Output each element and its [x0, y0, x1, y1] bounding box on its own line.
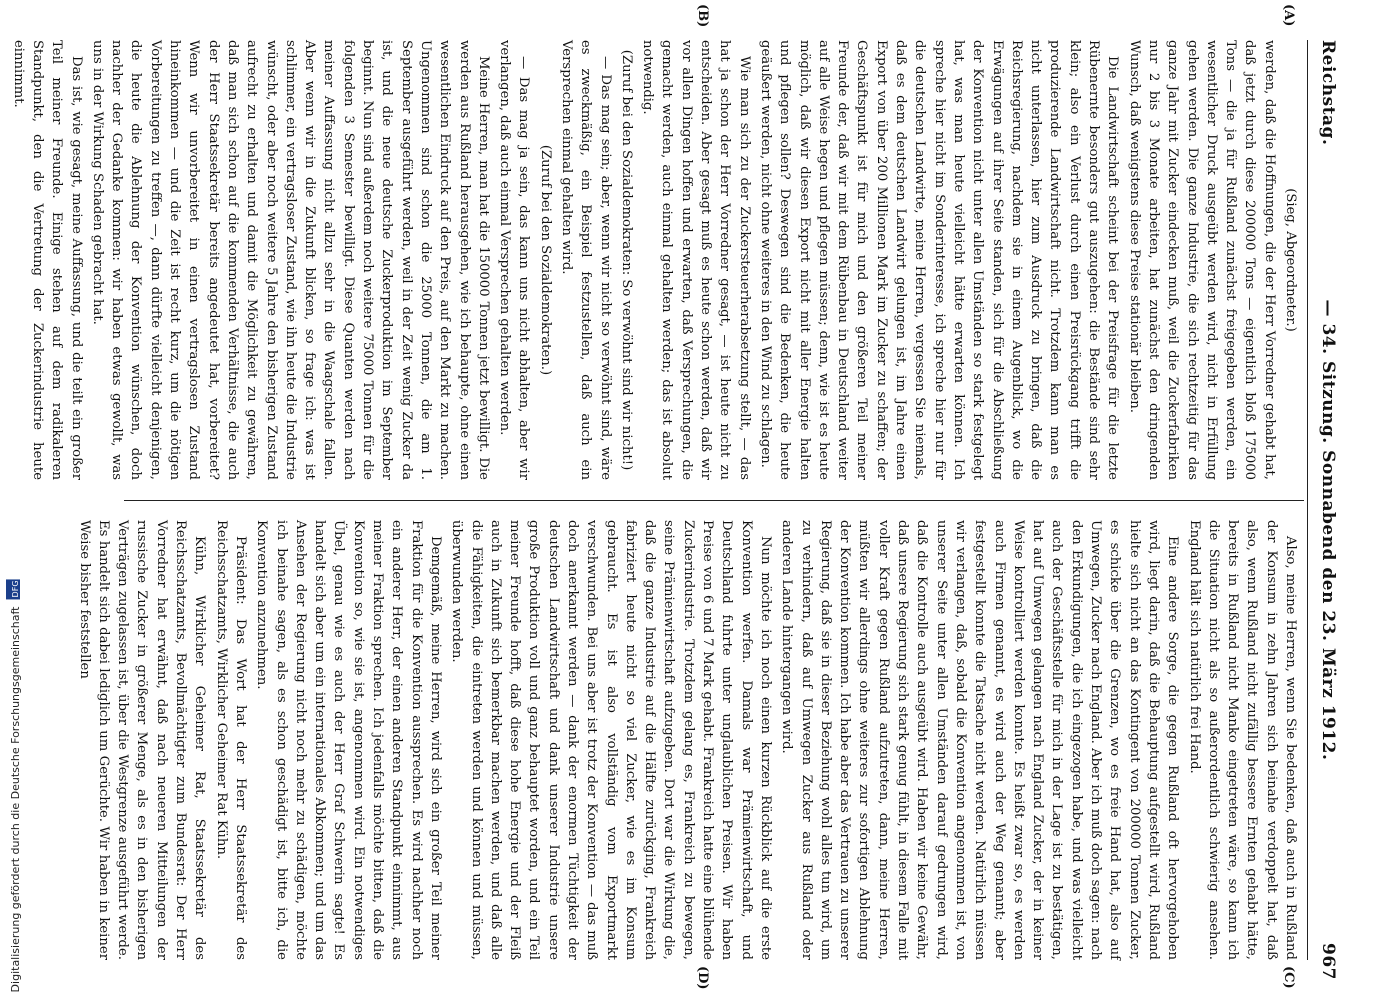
- paragraph: Also, meine Herren, wenn Sie bedenken, daß auch in Rußland der Konsum in zehn Jahren sich beinahe verdoppelt hat, daß also, wenn Rußland nicht zufällig bessere Ernten gehabt hätte, bereits in Rußland nicht Manko eingetreten wäre, so kann ich die Situation nicht als so außerordentlich schwierig ansehen. England hält sich natürlich frei Hand.: [1186, 520, 1298, 960]
- margin-marker-d: (D): [695, 966, 710, 990]
- margin-marker-a: (A): [1281, 4, 1296, 27]
- paragraph: Die Landwirtschaft scheint bei der Preisfrage für die letzte Rübenernte besonders gut auszugehen: die Bestände sind sehr klein; also ein Verlust durch einen Preisrückgang trifft die produzierende Landwirtschaft nicht. Trotzdem kann man es nicht unterlassen, hier zum Ausdruck zu bringen, daß die Reichsregierung, nachdem sie in einem Augenblick, wo die Erwägungen auf ihrer Seite standen, sich für die Abschließung der Konvention nicht unter allen Umständen so stark festgelegt hat, was man heute vielleicht hätte erwarten können. Ich spreche hier nicht im Sonderinteresse, ich spreche hier nur für die deutschen Landwirte, meine Herren, vergessen Sie niemals, daß es dem deutschen Landwirt gelungen ist, im Jahre einen Export von über 200 Millionen Mark im Zucker zu schaffen; der Geschäftspunkt ist für mich und den größeren Teil meiner Freunde der, daß wir mit dem Rübenbau in Deutschland weiter auf alle Weise hegen und pflegen müssen; denn, wie ist es heute möglich, daß wir diesen Export nicht mit aller Energie halten und pflegen sollen? Deswegen sind die Bedenken, die heute geäußert werden, nicht ohne weiteres in den Wind zu schlagen.: [757, 40, 1121, 480]
- left-column: [6, 40, 1300, 480]
- interjection: (Zuruf bei den Sozialdemokraten.): [537, 144, 553, 376]
- right-column: [72, 520, 1300, 960]
- footer-text: Digitalisierung gefördert durch die Deutsche Forschungsgemeinschaft: [9, 606, 22, 992]
- paragraph: Kühn, Wirklicher Geheimer Rat, Staatssekretär des Reichsschatzamts, Bevollmächtigter zum Bundesrat: Der Herr Vorredner hat erwähnt, daß nach neueren Mitteilungen der russische Zucker in größerer Menge, als es in den bisherigen Verträgen zugelassen ist, über die Westgrenze ausgeführt werde. Es handelt sich dabei lediglich um Gerüchte. Wir haben in keiner Weise bisher feststellen: [76, 520, 208, 960]
- page-number: 967: [1318, 943, 1338, 980]
- header-left: Reichstag.: [1318, 40, 1338, 146]
- paragraph: Eine andere Sorge, die gegen Rußland oft hervorgehoben wird, liegt darin, daß die Behauptung aufgestellt wird, Rußland hielte sich nicht an das Kontingent von 200000 Tonnen Zucker, es schicke über die Grenzen, wo es freie Hand hat, also auf Umwegen, Zucker nach England. Aber ich muß doch sagen: nach den Erkundigungen, die ich eingezogen habe, und was vielleicht auch der Geschäftsstelle für mich in der Lage ist zu bestätigen, hat auf Umwegen gelangen nach England Zucker, der in keiner Weise kontrolliert werden konnte. Es heißt zwar so, es werden auch Firmen genannt, es wird auch der Weg genannt; aber festgestellt konnte die Tatsache nicht werden. Natürlich müssen wir verlangen, daß, sobald die Konvention angenommen ist, von unserer Seite unter allen Umständen darauf gedrungen wird, daß die Kontrolle auch ausgeübt wird. Haben wir keine Gewähr, daß unsere Regierung sich stark genug fühlt, in diesem Falle mit voller Kraft gegen Rußland aufzutreten, dann, meine Herren, müßten wir allerdings ohne weiteres zur sofortigen Ablehnung der Konvention kommen. Ich habe aber das Vertrauen zu unserer Regierung, daß sie in dieser Beziehung wohl alles tun wird, um zu verhindern, daß auf Umwegen Zucker aus Rußland oder anderen Lande hintergangen wird.: [779, 520, 1181, 960]
- header-center: — 34. Sitzung. Sonnabend den 23. März 1912.: [1318, 299, 1338, 761]
- paragraph: Das ist, wie gesagt, meine Auffassung, und die teilt ein großer Teil meiner Freunde. Einige stehen auf dem radikaleren Standpunkt, den die Vertretung der Zuckerindustrie heute einnimmt.: [10, 40, 84, 480]
- margin-marker-b: (B): [695, 4, 710, 28]
- paragraph: Meine Herren, man hat die 150000 Tonnen jetzt bewilligt. Die werden aus Rußland herausgehen, wie ich behaupte, ohne einen wesentlichen Eindruck auf den Preis, auf den Markt zu machen. Ungenommen sind schon die 25000 Tonnen, die am 1. September ausgeführt werden, weil in der Zeit wenig Zucker da ist, und die neue deutsche Zuckerproduktion im September beginnt. Nun sind außerdem noch weitere 75000 Tonnen für die folgenden 3 Semester bewilligt. Diese Quanten werden nach meiner Auffassung nicht allzu sehr in die Waagschale fallen. Aber wenn wir in die Zukunft blicken, so frage ich: was ist schlimmer, ein vertragsloser Zustand, wie ihn heute die Industrie wünscht, oder aber noch weitere 5 Jahre den bisherigen Zustand aufrecht zu erhalten und damit die Möglichkeit zu gewähren, daß man sich schon auf die kommenden Verhältnisse, die auch der Herr Staatssekretär bereits angedeutet hat, vorbereitet? Wenn wir unvorbereitet in einen vertragslosen Zustand hineinkommen — und die Zeit ist recht kurz, um die nötigen Vorbereitungen zu treffen —, dann dürfte vielleicht denjenigen, die heute die Ablehnung der Konvention wünschen, doch nachher der Gedanke kommen: wir haben etwas gewollt, was uns in der Wirkung Schaden gebracht hat.: [89, 40, 491, 480]
- paragraph: Nun möchte ich noch einen kurzen Rückblick auf die erste Konvention werfen. Damals war Prämienwirtschaft, und Deutschland fuhrte unter unglaublichen Preisen. Wir haben Preise von 6 und 7 Mark gehabt. Frankreich hatte eine blühende Zuckerindustrie. Trotzdem gelang es, Frankreich zu bewegen, seine Prämienwirtschaft aufzugeben. Dort war die Wirkung die, daß die ganze Industrie auf die Hälfte zurückging, Frankreich fabriziert heute nicht so viel Zucker, wie es im Konsum gebraucht. Es ist also vollständig vom Exportmarkt verschwunden. Bei uns aber ist trotz der Konvention — das muß doch anerkannt werden — dank der enormen Tüchtigkeit der deutschen Landwirtschaft und dank unserer Industrie unsere große Produktion voll und ganz behauptet worden, und ein Teil meiner Freunde hofft, daß diese hohe Energie und der Fleiß auch in Zukunft sich bemerkbar machen werden, und daß alle die Fähigkeiten, die eintreten werden und können und müssen, überwunden werden.: [449, 520, 773, 960]
- dfg-logo: DFG: [6, 579, 20, 599]
- interjection: (Zuruf bei den Sozialdemokraten: So verwöhnt sind wir nicht!): [618, 49, 634, 471]
- column-divider: [124, 500, 1304, 501]
- paragraph: Wie man sich zu der Zuckersteuerherabsetzung stellt, — das hat ja schon der Herr Vorredner gesagt, — ist heute nicht zu entscheiden. Aber gesagt muß es heute schon werden, daß wir vor allen Dingen hoffen und erwarten, daß Versprechungen, die gemacht werden, auch einmal gehalten werden; das ist absolut notwendig.: [640, 40, 752, 480]
- digitization-footer: [6, 579, 22, 992]
- header-rule: [1307, 40, 1308, 960]
- speaker-note: (Sieg, Abgeordneter.): [1283, 188, 1298, 332]
- paragraph: — Das mag ja sein, das kann uns nicht abhalten, aber wir verlangen, daß auch einmal Versprechen gehalten werden.: [497, 40, 532, 480]
- margin-marker-c: (C): [1281, 966, 1296, 989]
- paragraph: Präsident: Das Wort hat der Herr Staatssekretär des Reichsschatzamts, Wirklicher Geheimer Rat Kühn.: [213, 520, 248, 960]
- paragraph: werden, daß die Hoffnungen, die der Herr Vorredner gehabt hat, daß jetzt durch diese 200000 Tons — eigentlich bloß 175000 Tons — die ja für Rußland zunächst freigegeben werden, ein wesentlicher Druck ausgeübt werden wird, nicht in Erfüllung gehen werden. Die ganze Industrie, die sich rechtzeitig für das ganze Jahr mit Zucker eindecken muß, weil die Zuckerfabriken nur 2 bis 3 Monate arbeiten, hat zunächst den dringenden Wunsch, daß wenigstens diese Preise stationär bleiben.: [1126, 40, 1277, 480]
- page-header: [1310, 40, 1344, 980]
- paragraph: Demgemäß, meine Herren, wird sich ein großer Teil meiner Fraktion für die Konvention aussprechen. Es wird nachher noch ein anderer Herr, der einen anderen Standpunkt einnimmt, aus meiner Fraktion sprechen. Ich jedenfalls möchte bitten, daß die Konvention so, wie sie ist, angenommen wird. Ein notwendiges Übel, genau wie es auch der Herr Graf Schwerin sagte! Es handelt sich aber um ein internationales Abkommen; und um das Ansehen der Regierung nicht noch mehr zu schädigen, möchte ich beinahe sagen, als es schon geschädigt ist, bitte ich, die Konvention anzunehmen.: [254, 520, 443, 960]
- paragraph: — Das mag sein; aber, wenn wir nicht so verwöhnt sind, wäre es zweckmäßig, ein Beispiel festzustellen, daß auch ein Versprechen einmal gehalten wird.: [559, 40, 613, 480]
